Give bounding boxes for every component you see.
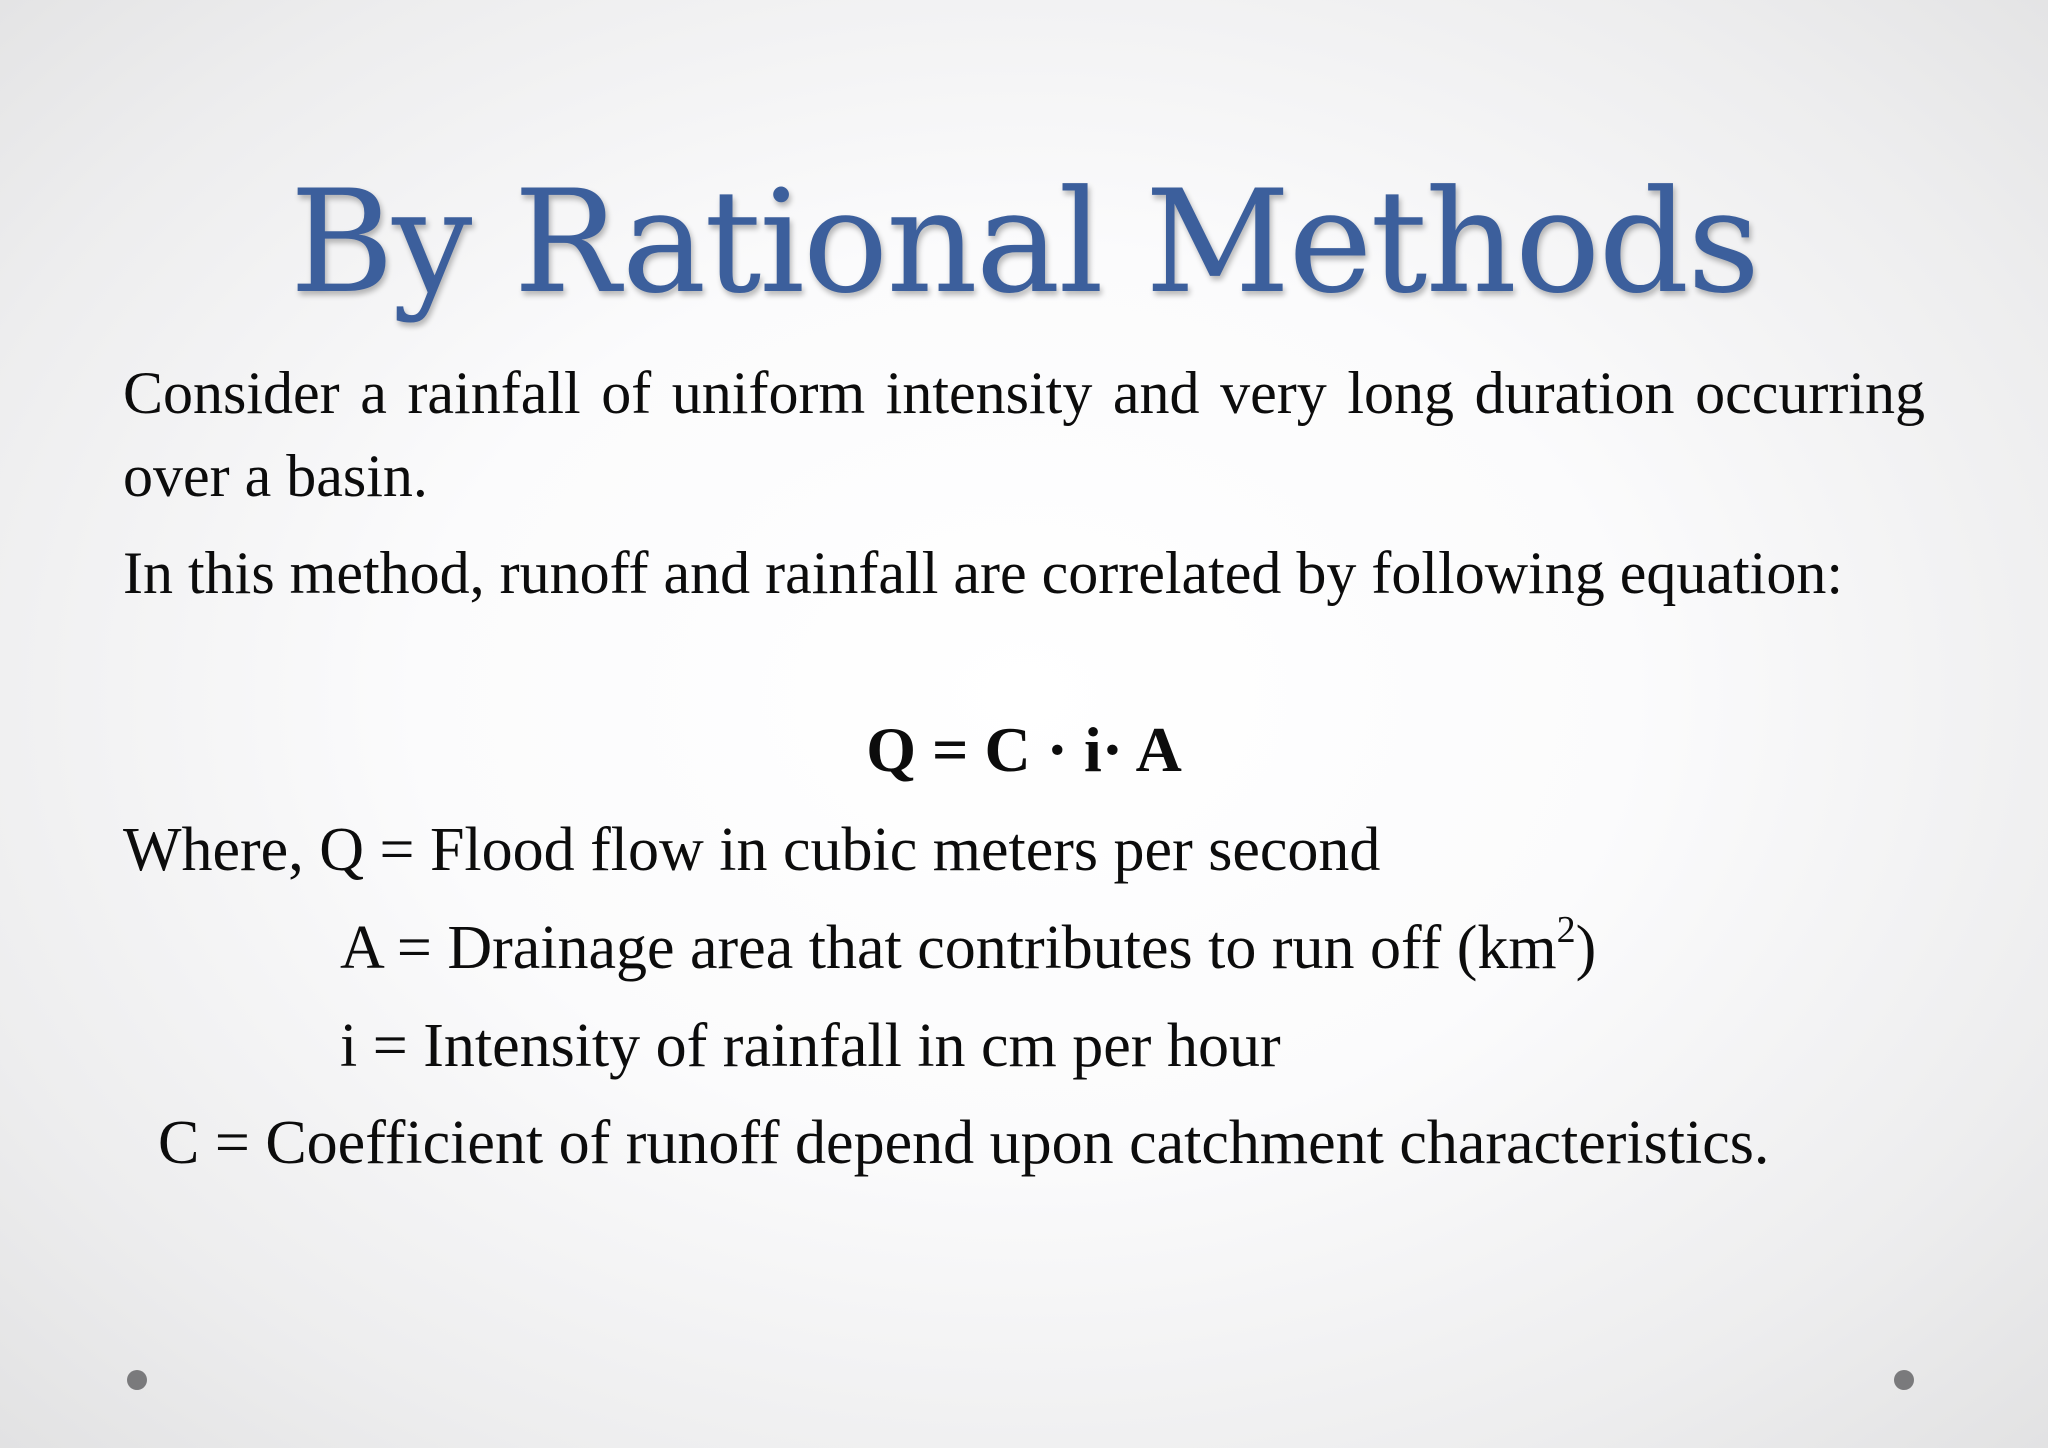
right-bullet-dot-icon <box>1894 1370 1914 1390</box>
definition-a-close: ) <box>1575 914 1597 982</box>
paragraph-intro: Consider a rainfall of uniform intensity and very long duration occurring over a basin. <box>123 360 1925 509</box>
definition-c: C = Coefficient of runoff depend upon catchment characteristics. <box>158 1109 1770 1177</box>
definition-q-line <box>123 808 1380 892</box>
km-squared-superscript: 2 <box>1556 909 1576 952</box>
definition-a-line <box>340 906 1596 990</box>
paragraph-method: In this method, runoff and rainfall are correlated by following equation: <box>123 540 1844 606</box>
definition-q: Q = Flood flow in cubic meters per second <box>319 816 1381 884</box>
left-bullet-dot-icon <box>127 1370 147 1390</box>
slide-title: By Rational Methods <box>289 160 1759 325</box>
where-prefix: Where, <box>123 816 320 884</box>
definition-a: A = Drainage area that contributes to run off (km <box>340 914 1557 982</box>
definition-i: i = Intensity of rainfall in cm per hour <box>340 1012 1281 1080</box>
rational-equation: Q = C · i· A <box>866 714 1182 785</box>
